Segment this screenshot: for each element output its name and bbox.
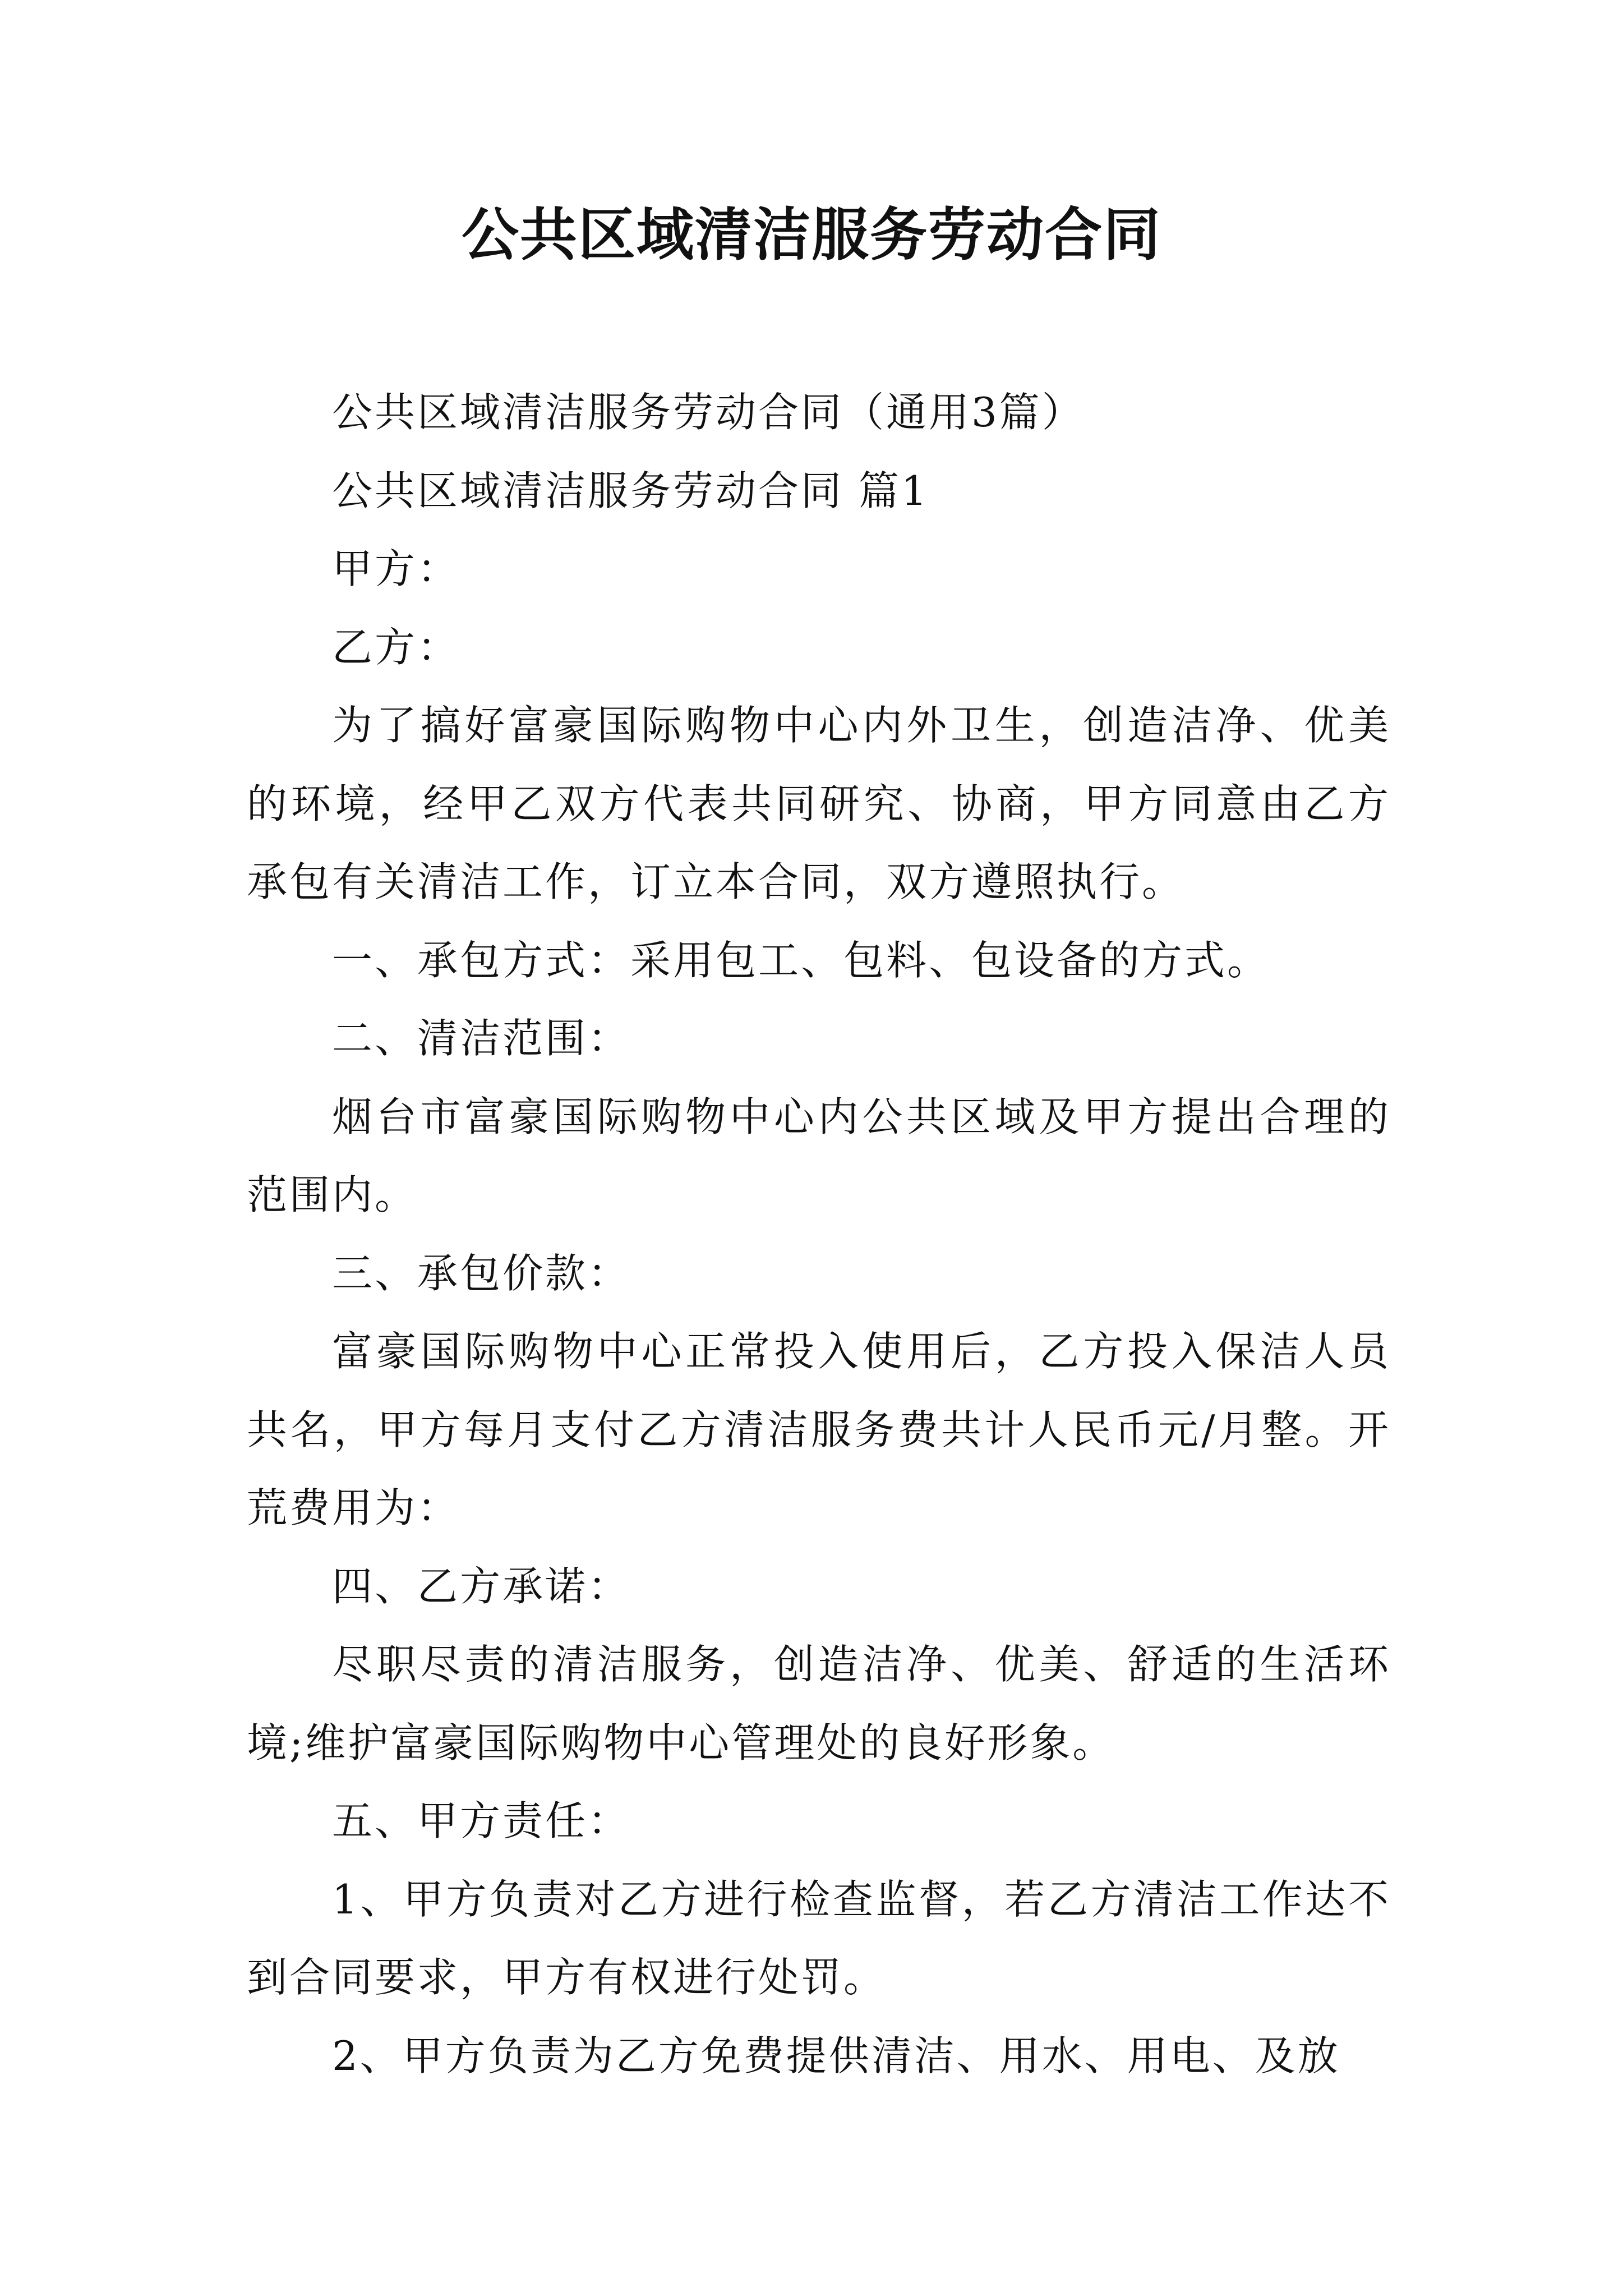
- paragraph-clause-2-heading: 二、清洁范围：: [332, 1015, 631, 1062]
- paragraph-clause-4-body: 尽职尽责的清洁服务，创造洁净、优美、舒适的生活环境;维护富豪国际购物中心管理处的良好形象。: [247, 1641, 1391, 1766]
- paragraph-clause-3-heading: 三、承包价款：: [332, 1249, 631, 1297]
- paragraph-clause-5-item-1: 1、甲方负责对乙方进行检查监督，若乙方清洁工作达不到合同要求，甲方有权进行处罚。: [247, 1875, 1391, 2001]
- document-body: [247, 374, 1391, 2095]
- paragraph-party-a: 甲方：: [332, 545, 460, 592]
- document-title: 公共区域清洁服务劳动合同: [462, 202, 1161, 269]
- paragraph-party-b: 乙方：: [332, 623, 460, 671]
- paragraph-subtitle: 公共区域清洁服务劳动合同（通用3篇）: [332, 389, 1085, 436]
- paragraph-clause-3-body: 富豪国际购物中心正常投入使用后，乙方投入保洁人员共名，甲方每月支付乙方清洁服务费共计人民币元/月整。开荒费用为：: [247, 1328, 1391, 1531]
- paragraph-preamble: 为了搞好富豪国际购物中心内外卫生，创造洁净、优美的环境，经甲乙双方代表共同研究、协商，甲方同意由乙方承包有关清洁工作，订立本合同，双方遵照执行。: [247, 702, 1391, 905]
- paragraph-clause-5-heading: 五、甲方责任：: [332, 1797, 631, 1844]
- paragraph-section-heading: 公共区域清洁服务劳动合同 篇1: [332, 467, 929, 514]
- paragraph-clause-5-item-2: 2、甲方负责为乙方免费提供清洁、用水、用电、及放: [332, 2032, 1340, 2079]
- paragraph-clause-1: 一、承包方式：采用包工、包料、包设备的方式。: [332, 936, 1270, 984]
- paragraph-clause-2-body: 烟台市富豪国际购物中心内公共区域及甲方提出合理的范围内。: [247, 1093, 1391, 1218]
- paragraph-clause-4-heading: 四、乙方承诺：: [332, 1562, 631, 1610]
